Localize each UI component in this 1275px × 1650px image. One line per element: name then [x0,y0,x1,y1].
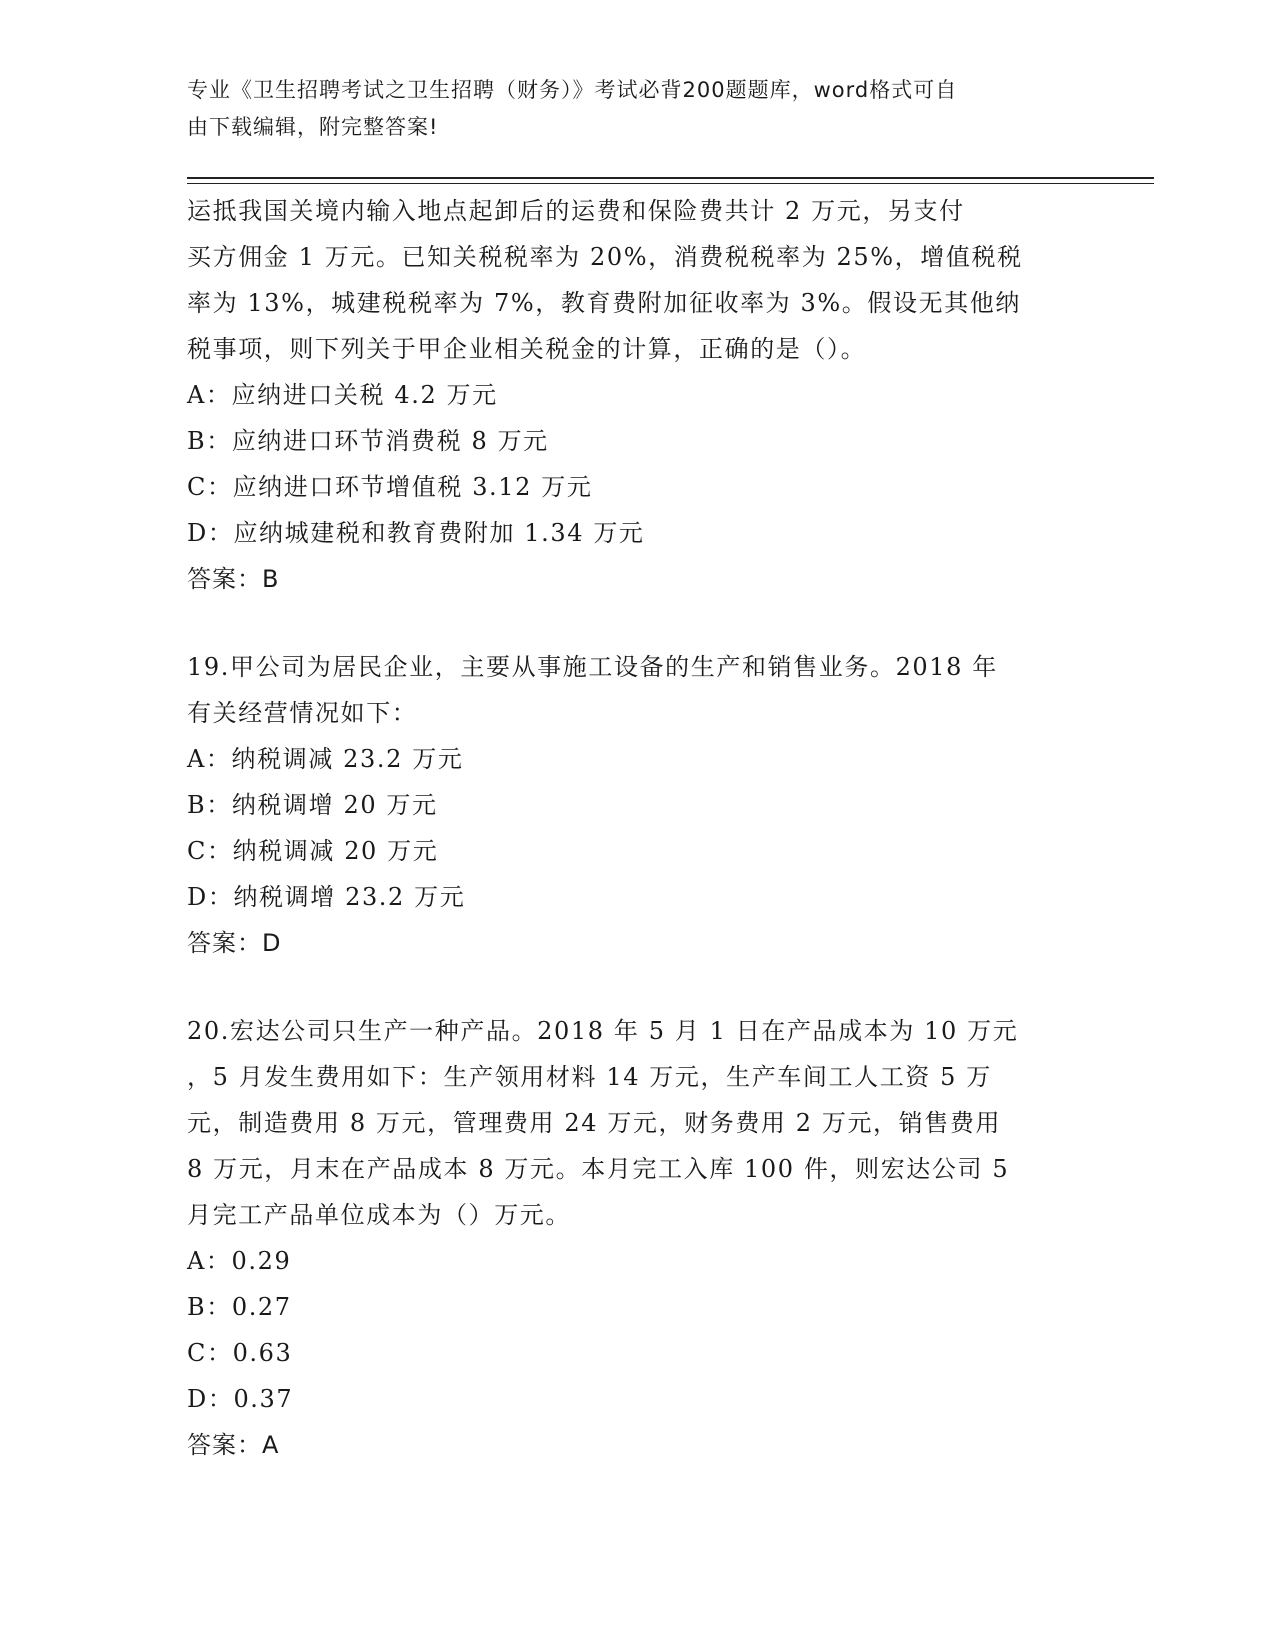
question-stem-line: 率为 13%，城建税税率为 7%，教育费附加征收率为 3%。假设无其他纳 [187,289,1021,317]
answer-label: 答案：B [187,565,280,593]
header-rule-thick [187,177,1154,179]
option-b: B：0.27 [187,1293,292,1321]
header-rule-thin [187,183,1154,184]
question-20 [187,1008,1087,1468]
option-c: C：纳税调减 20 万元 [187,837,439,865]
option-c: C：应纳进口环节增值税 3.12 万元 [187,473,593,501]
question-stem-line: 月完工产品单位成本为（）万元。 [187,1201,571,1229]
question-stem-line: 买方佣金 1 万元。已知关税税率为 20%，消费税税率为 25%，增值税税 [187,243,1023,271]
question-stem-line: 税事项，则下列关于甲企业相关税金的计算，正确的是（）。 [187,335,867,363]
answer-label: 答案：A [187,1431,280,1459]
option-d: D：纳税调增 23.2 万元 [187,883,466,911]
answer-label: 答案：D [187,929,282,957]
question-stem-line: ，5 月发生费用如下：生产领用材料 14 万元，生产车间工人工资 5 万 [187,1063,992,1091]
option-c: C：0.63 [187,1339,293,1367]
option-d: D：应纳城建税和教育费附加 1.34 万元 [187,519,645,547]
question-stem-line: 运抵我国关境内输入地点起卸后的运费和保险费共计 2 万元，另支付 [187,197,965,225]
question-18 [187,188,1087,602]
option-b: B：应纳进口环节消费税 8 万元 [187,427,549,455]
option-a: A：纳税调减 23.2 万元 [187,745,464,773]
question-stem-line: 19.甲公司为居民企业，主要从事施工设备的生产和销售业务。2018 年 [187,653,998,681]
header-title-line-1: 专业《卫生招聘考试之卫生招聘（财务）》考试必背200题题库，word格式可自 [187,78,958,102]
option-d: D：0.37 [187,1385,294,1413]
question-stem-line: 有关经营情况如下： [187,699,418,727]
question-stem-line: 元，制造费用 8 万元，管理费用 24 万元，财务费用 2 万元，销售费用 [187,1109,1002,1137]
option-a: A：0.29 [187,1247,292,1275]
question-stem-line: 8 万元，月末在产品成本 8 万元。本月完工入库 100 件，则宏达公司 5 [187,1155,1010,1183]
question-stem-line: 20.宏达公司只生产一种产品。2018 年 5 月 1 日在产品成本为 10 万元 [187,1017,1019,1045]
option-a: A：应纳进口关税 4.2 万元 [187,381,498,409]
option-b: B：纳税调增 20 万元 [187,791,438,819]
question-list [187,188,1087,1468]
header-title-line-2: 由下载编辑，附完整答案! [187,115,439,139]
question-19 [187,644,1087,966]
document-header [187,72,1067,146]
